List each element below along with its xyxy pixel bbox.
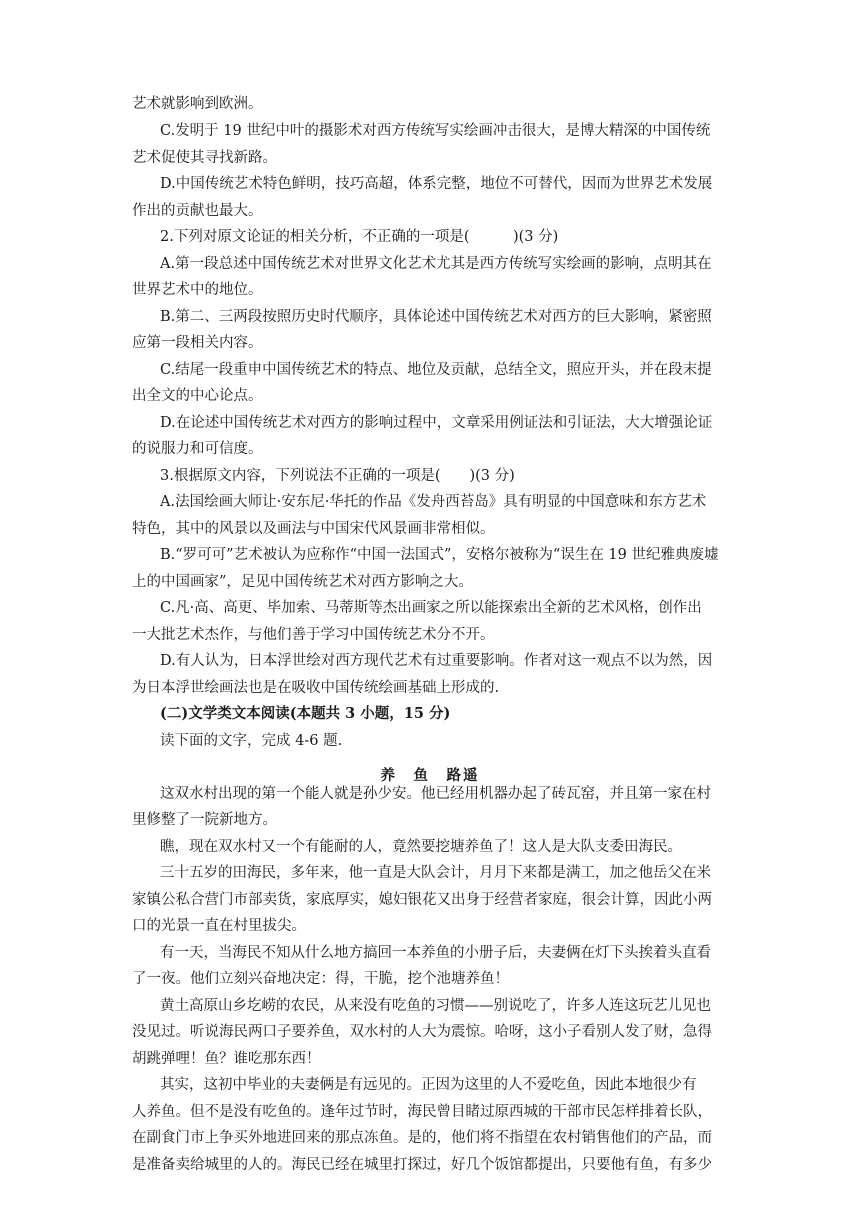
text-line: 艺术就影响到欧洲。 [132, 96, 263, 112]
text-line: 读下面的文字，完成 4-6 题. [160, 733, 343, 749]
text-line: 特色，其中的风景以及画法与中国宋代风景画非常相似。 [132, 521, 495, 537]
text-line: 其实，这初中毕业的夫妻俩是有远见的。正因为这里的人不爱吃鱼，因此本地很少有 [160, 1077, 697, 1093]
text-line: 一大批艺术杰作，与他们善于学习中国传统艺术分不开。 [132, 627, 495, 643]
text-line: 了一夜。他们立刻兴奋地决定：得，干脆，挖个池塘养鱼！ [132, 971, 509, 987]
text-line: 家镇公私合营门市部卖货，家底厚实，媳妇银花又出身于经营者家庭，很会计算，因此小两 [132, 892, 712, 908]
text-line: 为日本浮世绘画法也是在吸收中国传统绘画基础上形成的. [132, 680, 500, 696]
text-line: 作出的贡献也最大。 [132, 203, 263, 219]
text-line: 出全文的中心论点。 [132, 388, 263, 404]
text-line: 有一天，当海民不知从什么地方搞回一本养鱼的小册子后，夫妻俩在灯下头挨着头直看 [160, 945, 711, 961]
text-line: 里修整了一院新地方。 [132, 812, 277, 828]
text-line: 胡跳弹哩！鱼？谁吃那东西！ [132, 1051, 321, 1067]
text-line: 2.下列对原文论证的相关分析，不正确的一项是( )(3 分) [160, 229, 559, 245]
text-line: D.有人认为，日本浮世绘对西方现代艺术有过重要影响。作者对这一观点不以为然，因 [160, 653, 713, 669]
text-line: D.在论述中国传统艺术对西方的影响过程中，文章采用例证法和引证法，大大增强论证 [160, 415, 713, 431]
text-line: 艺术促使其寻找新路。 [132, 150, 277, 166]
text-line: 世界艺术中的地位。 [132, 282, 263, 298]
text-line: B.第二、三两段按照历史时代顺序，具体论述中国传统艺术对西方的巨大影响，紧密照 [160, 309, 712, 325]
text-line: 应第一段相关内容。 [132, 335, 263, 351]
text-line: C.结尾一段重申中国传统艺术的特点、地位及贡献，总结全文，照应开头，并在段末提 [160, 362, 712, 378]
text-line: 是准备卖给城里的人的。海民已经在城里打探过，好几个饭馆都提出，只要他有鱼，有多少 [132, 1157, 712, 1173]
text-line: 上的中国画家”，足见中国传统艺术对西方影响之大。 [132, 574, 473, 590]
text-line: B.“罗可可”艺术被认为应称作“中国一法国式”，安格尔被称为“误生在 19 世纪雅典废墟 [160, 547, 719, 563]
text-line: 没见过。听说海民两口子要养鱼，双水村的人大为震惊。哈呀，这小子看别人发了财，急得 [132, 1024, 712, 1040]
text-line: (二)文学类文本阅读(本题共 3 小题，15 分) [160, 705, 451, 722]
text-line: 在副食门市上争买外地进回来的那点冻鱼。是的，他们将不指望在农村销售他们的产品，而 [132, 1130, 712, 1146]
text-line: 这双水村出现的第一个能人就是孙少安。他已经用机器办起了砖瓦窑，并且第一家在村 [160, 786, 711, 802]
text-line: 瞧，现在双水村又一个有能耐的人，竟然要挖塘养鱼了！这人是大队支委田海民。 [160, 839, 682, 855]
text-line: C.发明于 19 世纪中叶的摄影术对西方传统写实绘画冲击很大，是博大精深的中国传统 [160, 123, 711, 139]
text-line: A.第一段总述中国传统艺术对世界文化艺术尤其是西方传统写实绘画的影响，点明其在 [160, 256, 712, 272]
text-line: D.中国传统艺术特色鲜明，技巧高超，体系完整，地位不可替代，因而为世界艺术发展 [160, 176, 713, 192]
text-line: 的说服力和可信度。 [132, 441, 263, 457]
text-line: 口的光景一直在村里拔尖。 [132, 918, 306, 934]
story-title: 养 鱼 路遥 [380, 767, 480, 784]
text-line: A.法国绘画大师让·安东尼·华托的作品《发舟西苔岛》具有明显的中国意味和东方艺术 [160, 494, 707, 510]
text-line: 人养鱼。但不是没有吃鱼的。逢年过节时，海民曾目睹过原西城的干部市民怎样排着长队， [132, 1104, 712, 1120]
text-line: 3.根据原文内容，下列说法不正确的一项是( )(3 分) [160, 468, 515, 484]
text-line: C.凡·高、高更、毕加索、马蒂斯等杰出画家之所以能探索出全新的艺术风格，创作出 [160, 600, 702, 616]
text-line: 三十五岁的田海民，多年来，他一直是大队会计，月月下来都是满工，加之他岳父在米 [160, 865, 711, 881]
text-line: 黄土高原山乡圪崂的农民，从来没有吃鱼的习惯——别说吃了，许多人连这玩艺儿见也 [160, 998, 711, 1014]
